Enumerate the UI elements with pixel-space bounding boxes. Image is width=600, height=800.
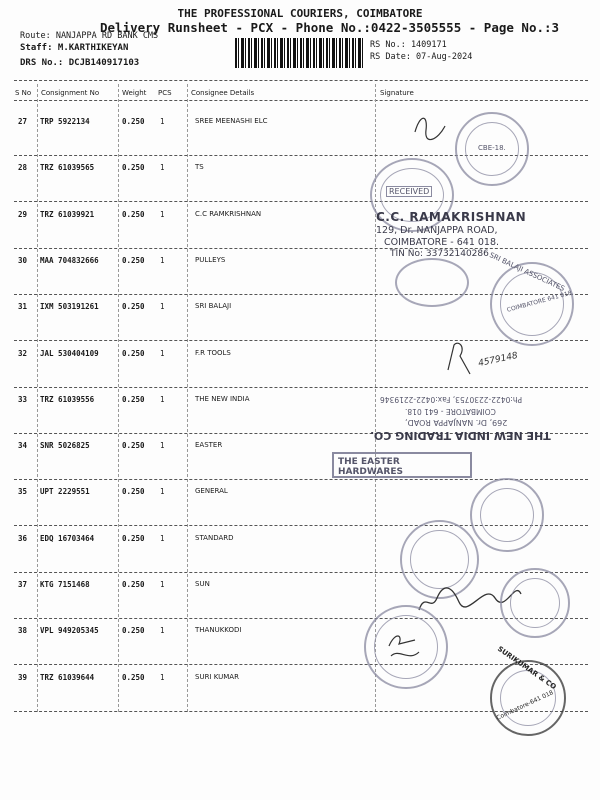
row-sno: 38 — [18, 626, 28, 636]
row-pcs: 1 — [160, 626, 165, 636]
row-consignee: THANUKKODI — [195, 626, 242, 635]
stamp-newindia-city: COIMBATORE - 641 018. — [405, 407, 496, 416]
row-pcs: 1 — [160, 302, 165, 312]
signature-mark — [385, 628, 425, 664]
route-label: Route: NANJAPPA RD BANK CMS — [20, 31, 159, 41]
row-consignee: TS — [195, 163, 204, 172]
row-sno: 32 — [18, 348, 28, 358]
row-weight: 0.250 — [122, 533, 145, 543]
barcode — [235, 38, 365, 68]
row-sno: 34 — [18, 441, 28, 451]
stamp-circle — [500, 568, 570, 638]
row-weight: 0.250 — [122, 441, 145, 451]
row-consignee: PULLEYS — [195, 255, 226, 264]
row-consignee: THE NEW INDIA — [195, 394, 250, 403]
row-consignment: TRZ 61039556 — [40, 394, 95, 404]
row-pcs: 1 — [160, 394, 165, 404]
row-pcs: 1 — [160, 487, 165, 497]
row-consignment: VPL 949205345 — [40, 626, 99, 636]
row-consignee: EASTER — [195, 441, 223, 450]
row-sno: 30 — [18, 255, 28, 265]
row-consignment: TRZ 61039921 — [40, 209, 95, 219]
row-pcs: 1 — [160, 580, 165, 589]
row-consignee: SURI KUMAR — [195, 672, 239, 681]
row-pcs: 1 — [160, 163, 165, 173]
table-header-rule — [14, 100, 588, 101]
row-weight: 0.250 — [122, 163, 145, 173]
row-consignee: SREE MEENASHI ELC — [195, 117, 268, 125]
stamp-cbe: CBE-18. — [478, 144, 506, 152]
row-consignee: C.C RAMKRISHNAN — [195, 209, 262, 218]
row-weight: 0.250 — [122, 348, 145, 358]
row-consignment: JAL 530404109 — [40, 348, 99, 358]
row-sno: 36 — [18, 533, 28, 543]
row-consignee: SUN — [195, 580, 210, 588]
header-pcs: PCS — [158, 89, 172, 97]
table-row — [0, 441, 600, 453]
row-consignment: TRP 5922134 — [40, 117, 90, 126]
company-title: THE PROFESSIONAL COURIERS, COIMBATORE — [177, 7, 423, 20]
row-divider — [14, 340, 588, 341]
stamp-newindia-addr: 269, Dr. NANJAPPA ROAD, — [405, 418, 508, 427]
row-weight: 0.250 — [122, 626, 145, 636]
row-pcs: 1 — [160, 672, 165, 682]
stamp-cc-addr1: 129, Dr. NANJAPPA ROAD, — [376, 225, 498, 236]
rs-number: RS No.: 1409171 — [370, 40, 447, 50]
row-divider — [14, 248, 588, 249]
row-sno: 28 — [18, 163, 28, 173]
row-divider — [14, 387, 588, 388]
row-divider — [14, 201, 588, 202]
row-consignment: TRZ 61039644 — [40, 672, 95, 682]
row-consignee: STANDARD — [195, 533, 234, 542]
row-sno: 29 — [18, 209, 28, 219]
row-consignment: IXM 503191261 — [40, 302, 99, 312]
row-consignment: KTG 7151468 — [40, 580, 90, 589]
row-consignee: SRI BALAJI — [195, 302, 232, 311]
stamp-balaji-city: COIMBATORE 641 018. — [506, 289, 575, 314]
stamp-circle — [395, 258, 469, 307]
handwritten-number: 4579148 — [477, 350, 519, 370]
staff-label: Staff: M.KARTHIKEYAN — [20, 43, 129, 53]
stamp-newindia-ph: Ph:0422-2230753, Fax:0422-2219346 — [380, 395, 523, 404]
row-sno: 37 — [18, 580, 28, 589]
runsheet-subtitle: Delivery Runsheet - PCX - Phone No.:0422-3505555 - Page No.:3 — [100, 20, 560, 35]
row-pcs: 1 — [160, 117, 165, 126]
row-pcs: 1 — [160, 533, 165, 543]
row-weight: 0.250 — [122, 487, 145, 497]
row-consignment: EDQ 16703464 — [40, 533, 95, 543]
row-sno: 33 — [18, 394, 28, 404]
stamp-received: RECEIVED — [386, 186, 432, 197]
stamp-cc-tin: TIN No: 33732140286 — [390, 249, 489, 259]
stamp-cc-addr2: COIMBATORE - 641 018. — [384, 237, 500, 248]
row-consignee: GENERAL — [195, 487, 228, 496]
row-weight: 0.250 — [122, 394, 145, 404]
row-weight: 0.250 — [122, 580, 145, 589]
header-sno: S No — [15, 89, 32, 97]
header-weight: Weight — [122, 89, 147, 97]
stamp-newindia-name: THE NEW INDIA TRADING CO. — [370, 429, 551, 442]
row-weight: 0.250 — [122, 302, 145, 312]
row-weight: 0.250 — [122, 117, 145, 126]
row-weight: 0.250 — [122, 209, 145, 219]
row-sno: 31 — [18, 302, 28, 312]
row-consignment: SNR 5026825 — [40, 441, 90, 451]
drs-number: DRS No.: DCJB140917103 — [20, 58, 140, 68]
row-sno: 27 — [18, 117, 28, 126]
row-pcs: 1 — [160, 209, 165, 219]
row-weight: 0.250 — [122, 672, 145, 682]
signature-mark — [440, 340, 480, 380]
row-sno: 35 — [18, 487, 28, 497]
table-top-rule — [14, 80, 588, 81]
header-consignment: Consignment No — [41, 89, 100, 97]
row-pcs: 1 — [160, 441, 165, 451]
stamp-circle — [470, 478, 544, 552]
row-divider — [14, 618, 588, 619]
header-signature: Signature — [380, 89, 414, 97]
stamp-surikumar-city: Coimbatore-641 018 — [495, 689, 555, 722]
rs-date: RS Date: 07-Aug-2024 — [370, 52, 473, 62]
row-sno: 39 — [18, 672, 28, 682]
stamp-surikumar: SURIKUMAR & CO — [495, 644, 558, 692]
stamp-easter: THE EASTER HARDWARES — [332, 452, 472, 478]
row-consignee: F.R TOOLS — [195, 348, 231, 357]
signature-mark — [410, 112, 450, 144]
row-divider — [14, 664, 588, 665]
row-weight: 0.250 — [122, 255, 145, 265]
row-pcs: 1 — [160, 255, 165, 265]
row-consignment: UPT 2229551 — [40, 487, 90, 497]
stamp-cc-name: C.C. RAMAKRISHNAN — [376, 210, 527, 224]
header-consignee: Consignee Details — [191, 89, 255, 97]
row-consignment: MAA 704832666 — [40, 255, 99, 265]
row-consignment: TRZ 61039565 — [40, 163, 95, 173]
row-pcs: 1 — [160, 348, 165, 358]
stamp-balaji: SRI BALAJI ASSOCIATES — [488, 251, 566, 293]
